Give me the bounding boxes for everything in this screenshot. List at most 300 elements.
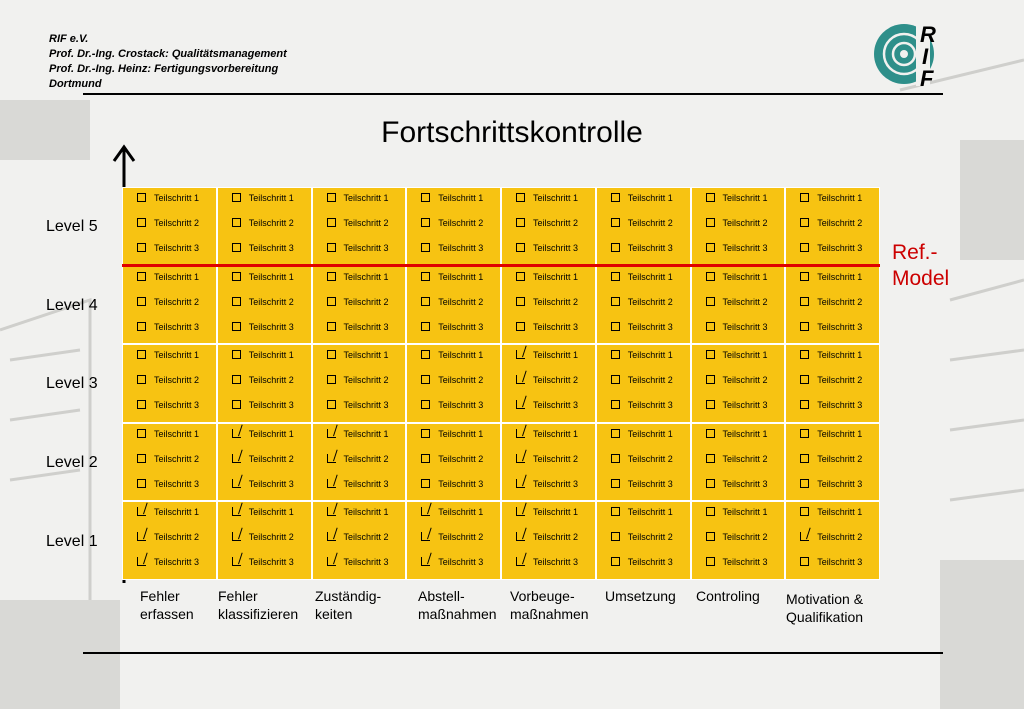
checkbox-icon[interactable] xyxy=(421,454,430,463)
teilschritt-item[interactable] xyxy=(597,507,692,521)
teilschritt-item[interactable] xyxy=(692,272,787,286)
matrix-cell xyxy=(217,423,312,502)
checkbox-icon[interactable] xyxy=(137,218,146,227)
ref-model-label xyxy=(892,240,949,292)
teilschritt-label: Teilschritt 1 xyxy=(817,193,863,203)
teilschritt-item[interactable] xyxy=(313,532,408,546)
teilschritt-item[interactable] xyxy=(597,272,692,286)
checkbox-icon[interactable] xyxy=(421,429,430,438)
checkbox-icon[interactable] xyxy=(611,243,620,252)
checkbox-icon[interactable] xyxy=(706,532,715,541)
checked-checkbox-icon[interactable] xyxy=(516,375,525,384)
teilschritt-label: Teilschritt 2 xyxy=(533,453,579,464)
teilschritt-label: Teilschritt 1 xyxy=(154,271,200,282)
checkbox-icon[interactable] xyxy=(327,322,336,331)
teilschritt-item[interactable] xyxy=(692,243,787,257)
header-line: RIF e.V. xyxy=(49,33,89,45)
teilschritt-item[interactable] xyxy=(502,218,597,232)
teilschritt-label: Teilschritt 2 xyxy=(817,218,863,228)
checkbox-icon[interactable] xyxy=(611,375,620,384)
teilschritt-item[interactable] xyxy=(123,557,218,571)
checkbox-icon[interactable] xyxy=(706,350,715,359)
teilschritt-item[interactable] xyxy=(407,350,502,364)
teilschritt-item[interactable] xyxy=(786,322,881,336)
checkbox-icon[interactable] xyxy=(327,218,336,227)
teilschritt-item[interactable] xyxy=(407,557,502,571)
teilschritt-item[interactable] xyxy=(218,272,313,286)
teilschritt-item[interactable] xyxy=(692,454,787,468)
teilschritt-item[interactable] xyxy=(407,400,502,414)
checkbox-icon[interactable] xyxy=(421,193,430,202)
checked-checkbox-icon[interactable] xyxy=(232,557,241,566)
teilschritt-label: Teilschritt 2 xyxy=(533,375,579,386)
checkbox-icon[interactable] xyxy=(706,272,715,281)
checkbox-icon[interactable] xyxy=(800,479,809,488)
checked-checkbox-icon[interactable] xyxy=(516,557,525,566)
teilschritt-label: Teilschritt 2 xyxy=(438,375,484,386)
teilschritt-item[interactable] xyxy=(313,272,408,286)
checkbox-icon[interactable] xyxy=(421,243,430,252)
teilschritt-item[interactable] xyxy=(502,557,597,571)
teilschritt-item[interactable] xyxy=(692,375,787,389)
teilschritt-item[interactable] xyxy=(692,297,787,311)
matrix-cell xyxy=(596,187,691,266)
teilschritt-item[interactable] xyxy=(218,350,313,364)
matrix-cell xyxy=(691,266,786,345)
teilschritt-item[interactable] xyxy=(502,243,597,257)
teilschritt-item[interactable] xyxy=(692,193,787,207)
teilschritt-item[interactable] xyxy=(597,557,692,571)
teilschritt-item[interactable] xyxy=(786,243,881,257)
checked-checkbox-icon[interactable] xyxy=(232,507,241,516)
checkbox-icon[interactable] xyxy=(611,193,620,202)
teilschritt-item[interactable] xyxy=(218,557,313,571)
teilschritt-label: Teilschritt 1 xyxy=(533,193,579,203)
teilschritt-label: Teilschritt 1 xyxy=(438,428,484,439)
checked-checkbox-icon[interactable] xyxy=(516,400,525,409)
checked-checkbox-icon[interactable] xyxy=(327,429,336,438)
teilschritt-item[interactable] xyxy=(597,479,692,493)
checked-checkbox-icon[interactable] xyxy=(516,532,525,541)
column-label-line: Controling xyxy=(696,588,760,604)
checkbox-icon[interactable] xyxy=(706,243,715,252)
checkbox-icon[interactable] xyxy=(706,322,715,331)
checked-checkbox-icon[interactable] xyxy=(232,532,241,541)
teilschritt-item[interactable] xyxy=(597,429,692,443)
teilschritt-item[interactable] xyxy=(407,375,502,389)
checkbox-icon[interactable] xyxy=(706,218,715,227)
teilschritt-item[interactable] xyxy=(786,193,881,207)
checkbox-icon[interactable] xyxy=(611,322,620,331)
checkbox-icon[interactable] xyxy=(327,243,336,252)
checkbox-icon[interactable] xyxy=(137,193,146,202)
checkbox-icon[interactable] xyxy=(611,429,620,438)
teilschritt-item[interactable] xyxy=(597,375,692,389)
teilschritt-item[interactable] xyxy=(218,322,313,336)
checkbox-icon[interactable] xyxy=(611,400,620,409)
teilschritt-item[interactable] xyxy=(502,454,597,468)
teilschritt-item[interactable] xyxy=(313,507,408,521)
teilschritt-label: Teilschritt 2 xyxy=(627,375,673,386)
teilschritt-label: Teilschritt 3 xyxy=(154,400,200,411)
checkbox-icon[interactable] xyxy=(327,350,336,359)
checked-checkbox-icon[interactable] xyxy=(232,429,241,438)
checkbox-icon[interactable] xyxy=(611,297,620,306)
checked-checkbox-icon[interactable] xyxy=(516,454,525,463)
teilschritt-item[interactable] xyxy=(313,375,408,389)
teilschritt-label: Teilschritt 2 xyxy=(722,296,768,307)
teilschritt-label: Teilschritt 1 xyxy=(627,428,673,439)
teilschritt-item[interactable] xyxy=(123,297,218,311)
teilschritt-item[interactable] xyxy=(313,193,408,207)
teilschritt-label: Teilschritt 3 xyxy=(722,557,768,568)
teilschritt-item[interactable] xyxy=(123,479,218,493)
matrix-cell xyxy=(501,187,596,266)
teilschritt-item[interactable] xyxy=(313,243,408,257)
teilschritt-item[interactable] xyxy=(597,322,692,336)
teilschritt-item[interactable] xyxy=(502,375,597,389)
checkbox-icon[interactable] xyxy=(611,507,620,516)
teilschritt-label: Teilschritt 1 xyxy=(722,193,768,203)
teilschritt-item[interactable] xyxy=(692,218,787,232)
teilschritt-item[interactable] xyxy=(786,507,881,521)
teilschritt-item[interactable] xyxy=(597,454,692,468)
checkbox-icon[interactable] xyxy=(800,297,809,306)
teilschritt-item[interactable] xyxy=(123,322,218,336)
checked-checkbox-icon[interactable] xyxy=(800,532,809,541)
teilschritt-label: Teilschritt 3 xyxy=(722,478,768,489)
checkbox-icon[interactable] xyxy=(421,479,430,488)
teilschritt-item[interactable] xyxy=(218,243,313,257)
checkbox-icon[interactable] xyxy=(137,272,146,281)
checkbox-icon[interactable] xyxy=(611,532,620,541)
teilschritt-item[interactable] xyxy=(407,532,502,546)
teilschritt-item[interactable] xyxy=(407,297,502,311)
matrix-cell xyxy=(217,266,312,345)
matrix-cell xyxy=(406,344,501,423)
teilschritt-item[interactable] xyxy=(123,532,218,546)
teilschritt-item[interactable] xyxy=(218,400,313,414)
checkbox-icon[interactable] xyxy=(327,272,336,281)
page-title: Fortschrittskontrolle xyxy=(381,116,643,149)
teilschritt-item[interactable] xyxy=(502,479,597,493)
teilschritt-item[interactable] xyxy=(313,429,408,443)
teilschritt-item[interactable] xyxy=(692,400,787,414)
checkbox-icon[interactable] xyxy=(137,429,146,438)
teilschritt-item[interactable] xyxy=(597,193,692,207)
teilschritt-label: Teilschritt 3 xyxy=(438,400,484,411)
teilschritt-item[interactable] xyxy=(218,532,313,546)
teilschritt-label: Teilschritt 3 xyxy=(722,321,768,332)
teilschritt-item[interactable] xyxy=(218,375,313,389)
teilschritt-item[interactable] xyxy=(692,532,787,546)
checkbox-icon[interactable] xyxy=(516,243,525,252)
checkbox-icon[interactable] xyxy=(611,218,620,227)
teilschritt-item[interactable] xyxy=(692,507,787,521)
checkbox-icon[interactable] xyxy=(800,243,809,252)
teilschritt-item[interactable] xyxy=(786,454,881,468)
checkbox-icon[interactable] xyxy=(800,272,809,281)
teilschritt-item[interactable] xyxy=(597,243,692,257)
checkbox-icon[interactable] xyxy=(137,479,146,488)
checkbox-icon[interactable] xyxy=(137,297,146,306)
checked-checkbox-icon[interactable] xyxy=(327,557,336,566)
checkbox-icon[interactable] xyxy=(421,322,430,331)
teilschritt-label: Teilschritt 1 xyxy=(627,507,673,518)
teilschritt-item[interactable] xyxy=(218,429,313,443)
matrix-cell xyxy=(217,187,312,266)
teilschritt-label: Teilschritt 1 xyxy=(438,350,484,361)
teilschritt-item[interactable] xyxy=(597,532,692,546)
checked-checkbox-icon[interactable] xyxy=(327,507,336,516)
checkbox-icon[interactable] xyxy=(327,400,336,409)
teilschritt-item[interactable] xyxy=(786,532,881,546)
checkbox-icon[interactable] xyxy=(516,193,525,202)
checkbox-icon[interactable] xyxy=(611,479,620,488)
checkbox-icon[interactable] xyxy=(421,350,430,359)
matrix-cell xyxy=(406,501,501,580)
checked-checkbox-icon[interactable] xyxy=(137,532,146,541)
checked-checkbox-icon[interactable] xyxy=(421,557,430,566)
teilschritt-label: Teilschritt 1 xyxy=(154,350,200,361)
teilschritt-item[interactable] xyxy=(597,218,692,232)
teilschritt-item[interactable] xyxy=(786,429,881,443)
teilschritt-item[interactable] xyxy=(502,297,597,311)
checkbox-icon[interactable] xyxy=(137,375,146,384)
teilschritt-item[interactable] xyxy=(313,400,408,414)
teilschritt-item[interactable] xyxy=(218,193,313,207)
teilschritt-item[interactable] xyxy=(313,557,408,571)
checked-checkbox-icon[interactable] xyxy=(327,454,336,463)
teilschritt-item[interactable] xyxy=(786,400,881,414)
teilschritt-label: Teilschritt 2 xyxy=(817,375,863,386)
teilschritt-label: Teilschritt 3 xyxy=(154,557,200,568)
teilschritt-label: Teilschritt 1 xyxy=(627,350,673,361)
teilschritt-item[interactable] xyxy=(313,479,408,493)
checkbox-icon[interactable] xyxy=(137,322,146,331)
checkbox-icon[interactable] xyxy=(706,297,715,306)
teilschritt-item[interactable] xyxy=(218,297,313,311)
teilschritt-item[interactable] xyxy=(123,507,218,521)
checked-checkbox-icon[interactable] xyxy=(516,350,525,359)
checkbox-icon[interactable] xyxy=(421,375,430,384)
checkbox-icon[interactable] xyxy=(611,272,620,281)
checkbox-icon[interactable] xyxy=(137,454,146,463)
teilschritt-item[interactable] xyxy=(313,454,408,468)
teilschritt-item[interactable] xyxy=(502,507,597,521)
checkbox-icon[interactable] xyxy=(327,297,336,306)
teilschritt-item[interactable] xyxy=(502,322,597,336)
checkbox-icon[interactable] xyxy=(706,400,715,409)
checkbox-icon[interactable] xyxy=(800,400,809,409)
ref-model-label-line: Ref.- xyxy=(892,241,938,264)
checkbox-icon[interactable] xyxy=(421,400,430,409)
checkbox-icon[interactable] xyxy=(516,218,525,227)
matrix-cell xyxy=(312,344,407,423)
teilschritt-item[interactable] xyxy=(123,272,218,286)
teilschritt-item[interactable] xyxy=(502,400,597,414)
checkbox-icon[interactable] xyxy=(800,375,809,384)
teilschritt-item[interactable] xyxy=(407,218,502,232)
checkbox-icon[interactable] xyxy=(137,350,146,359)
teilschritt-item[interactable] xyxy=(786,479,881,493)
checkbox-icon[interactable] xyxy=(800,193,809,202)
teilschritt-item[interactable] xyxy=(597,350,692,364)
checkbox-icon[interactable] xyxy=(706,479,715,488)
teilschritt-item[interactable] xyxy=(692,322,787,336)
teilschritt-item[interactable] xyxy=(692,350,787,364)
checkbox-icon[interactable] xyxy=(232,375,241,384)
checked-checkbox-icon[interactable] xyxy=(516,507,525,516)
checkbox-icon[interactable] xyxy=(800,218,809,227)
checkbox-icon[interactable] xyxy=(232,297,241,306)
teilschritt-item[interactable] xyxy=(407,454,502,468)
teilschritt-label: Teilschritt 1 xyxy=(722,271,768,282)
teilschritt-item[interactable] xyxy=(692,557,787,571)
teilschritt-item[interactable] xyxy=(218,218,313,232)
header-line: Prof. Dr.-Ing. Heinz: Fertigungsvorbereitung xyxy=(49,63,279,75)
teilschritt-label: Teilschritt 3 xyxy=(343,243,389,253)
checked-checkbox-icon[interactable] xyxy=(516,429,525,438)
teilschritt-item[interactable] xyxy=(407,243,502,257)
checked-checkbox-icon[interactable] xyxy=(232,479,241,488)
teilschritt-item[interactable] xyxy=(123,243,218,257)
teilschritt-item[interactable] xyxy=(692,429,787,443)
checkbox-icon[interactable] xyxy=(327,375,336,384)
checkbox-icon[interactable] xyxy=(516,322,525,331)
checkbox-icon[interactable] xyxy=(232,350,241,359)
teilschritt-item[interactable] xyxy=(597,297,692,311)
matrix-cell xyxy=(596,266,691,345)
checkbox-icon[interactable] xyxy=(232,243,241,252)
teilschritt-item[interactable] xyxy=(407,272,502,286)
teilschritt-label: Teilschritt 3 xyxy=(533,321,579,332)
checked-checkbox-icon[interactable] xyxy=(516,479,525,488)
teilschritt-item[interactable] xyxy=(218,454,313,468)
teilschritt-item[interactable] xyxy=(407,322,502,336)
teilschritt-item[interactable] xyxy=(313,350,408,364)
teilschritt-item[interactable] xyxy=(786,297,881,311)
checked-checkbox-icon[interactable] xyxy=(327,532,336,541)
checkbox-icon[interactable] xyxy=(706,375,715,384)
teilschritt-item[interactable] xyxy=(313,218,408,232)
matrix-cell xyxy=(406,187,501,266)
checkbox-icon[interactable] xyxy=(800,322,809,331)
checked-checkbox-icon[interactable] xyxy=(421,532,430,541)
checkbox-icon[interactable] xyxy=(232,272,241,281)
checkbox-icon[interactable] xyxy=(516,272,525,281)
teilschritt-label: Teilschritt 2 xyxy=(627,218,673,228)
checkbox-icon[interactable] xyxy=(611,454,620,463)
checkbox-icon[interactable] xyxy=(137,243,146,252)
teilschritt-item[interactable] xyxy=(123,400,218,414)
teilschritt-item[interactable] xyxy=(502,193,597,207)
checkbox-icon[interactable] xyxy=(516,297,525,306)
teilschritt-item[interactable] xyxy=(218,507,313,521)
teilschritt-item[interactable] xyxy=(692,479,787,493)
teilschritt-item[interactable] xyxy=(502,429,597,443)
checkbox-icon[interactable] xyxy=(706,429,715,438)
checkbox-icon[interactable] xyxy=(137,400,146,409)
checkbox-icon[interactable] xyxy=(232,400,241,409)
matrix-cell xyxy=(501,501,596,580)
checkbox-icon[interactable] xyxy=(800,429,809,438)
teilschritt-item[interactable] xyxy=(407,193,502,207)
teilschritt-item[interactable] xyxy=(597,400,692,414)
teilschritt-item[interactable] xyxy=(123,454,218,468)
teilschritt-label: Teilschritt 3 xyxy=(248,400,294,411)
checked-checkbox-icon[interactable] xyxy=(327,479,336,488)
checkbox-icon[interactable] xyxy=(800,557,809,566)
checkbox-icon[interactable] xyxy=(706,507,715,516)
checkbox-icon[interactable] xyxy=(800,454,809,463)
teilschritt-item[interactable] xyxy=(218,479,313,493)
checkbox-icon[interactable] xyxy=(611,557,620,566)
checkbox-icon[interactable] xyxy=(327,193,336,202)
checkbox-icon[interactable] xyxy=(800,507,809,516)
teilschritt-label: Teilschritt 1 xyxy=(343,428,389,439)
teilschritt-item[interactable] xyxy=(123,375,218,389)
checked-checkbox-icon[interactable] xyxy=(421,507,430,516)
teilschritt-item[interactable] xyxy=(123,350,218,364)
teilschritt-item[interactable] xyxy=(407,507,502,521)
teilschritt-item[interactable] xyxy=(502,532,597,546)
checkbox-icon[interactable] xyxy=(800,350,809,359)
checkbox-icon[interactable] xyxy=(421,297,430,306)
header-line: Prof. Dr.-Ing. Crostack: Qualitätsmanagement xyxy=(49,48,287,60)
teilschritt-item[interactable] xyxy=(407,479,502,493)
checked-checkbox-icon[interactable] xyxy=(137,507,146,516)
checkbox-icon[interactable] xyxy=(706,557,715,566)
teilschritt-item[interactable] xyxy=(123,193,218,207)
teilschritt-item[interactable] xyxy=(786,350,881,364)
teilschritt-item[interactable] xyxy=(123,218,218,232)
teilschritt-label: Teilschritt 3 xyxy=(722,243,768,253)
teilschritt-item[interactable] xyxy=(313,297,408,311)
checkbox-icon[interactable] xyxy=(706,454,715,463)
matrix-cell xyxy=(406,423,501,502)
checkbox-icon[interactable] xyxy=(421,218,430,227)
checkbox-icon[interactable] xyxy=(421,272,430,281)
teilschritt-item[interactable] xyxy=(407,429,502,443)
checked-checkbox-icon[interactable] xyxy=(232,454,241,463)
header-block xyxy=(49,32,287,92)
progress-matrix xyxy=(122,187,880,580)
checkbox-icon[interactable] xyxy=(611,350,620,359)
teilschritt-label: Teilschritt 2 xyxy=(533,532,579,543)
checkbox-icon[interactable] xyxy=(232,193,241,202)
checkbox-icon[interactable] xyxy=(232,218,241,227)
teilschritt-label: Teilschritt 3 xyxy=(817,321,863,332)
teilschritt-label: Teilschritt 1 xyxy=(248,350,294,361)
teilschritt-item[interactable] xyxy=(502,350,597,364)
teilschritt-label: Teilschritt 3 xyxy=(248,243,294,253)
teilschritt-item[interactable] xyxy=(786,218,881,232)
teilschritt-label: Teilschritt 3 xyxy=(627,557,673,568)
checkbox-icon[interactable] xyxy=(232,322,241,331)
teilschritt-item[interactable] xyxy=(123,429,218,443)
checkbox-icon[interactable] xyxy=(706,193,715,202)
teilschritt-item[interactable] xyxy=(786,272,881,286)
teilschritt-item[interactable] xyxy=(786,557,881,571)
teilschritt-label: Teilschritt 3 xyxy=(438,243,484,253)
teilschritt-item[interactable] xyxy=(502,272,597,286)
matrix-cell xyxy=(691,423,786,502)
teilschritt-item[interactable] xyxy=(313,322,408,336)
teilschritt-item[interactable] xyxy=(786,375,881,389)
teilschritt-label: Teilschritt 1 xyxy=(722,428,768,439)
checked-checkbox-icon[interactable] xyxy=(137,557,146,566)
